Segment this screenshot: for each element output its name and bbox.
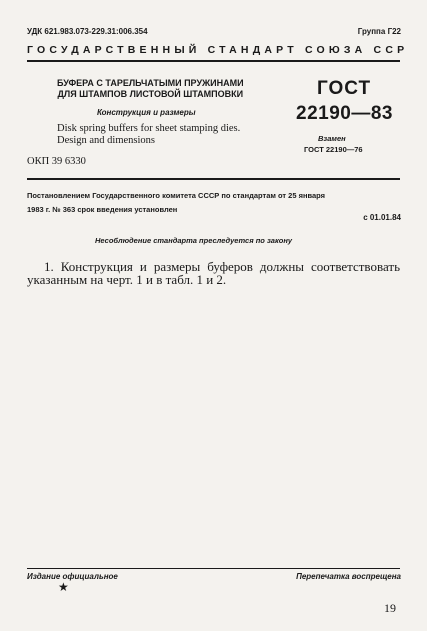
title-en-line1: Disk spring buffers for sheet stamping dies. bbox=[57, 123, 241, 134]
paragraph-1-line2: указанным на черт. 1 и в табл. 1 и 2. bbox=[27, 272, 227, 287]
star-icon: ★ bbox=[58, 580, 69, 594]
title-ru-line2: ДЛЯ ШТАМПОВ ЛИСТОВОЙ ШТАМПОВКИ bbox=[57, 89, 244, 99]
reprint-prohibited-label: Перепечатка воспрещена bbox=[296, 572, 401, 581]
title-ru-line1: БУФЕРА С ТАРЕЛЬЧАТЫМИ ПРУЖИНАМИ bbox=[57, 78, 244, 88]
okp-code: ОКП 39 6330 bbox=[27, 156, 86, 167]
udk-code: УДК 621.983.073-229.31:006.354 bbox=[27, 27, 148, 36]
subtitle-ru: Конструкция и размеры bbox=[97, 108, 196, 117]
gost-number: 22190—83 bbox=[296, 103, 393, 124]
decree-text bbox=[27, 189, 399, 217]
introduction-date: с 01.01.84 bbox=[363, 213, 401, 222]
decree-line2: 1983 г. № 363 срок введения установлен bbox=[27, 205, 178, 214]
top-divider bbox=[27, 60, 400, 62]
bottom-divider bbox=[27, 568, 400, 569]
legal-warning: Несоблюдение стандарта преследуется по закону bbox=[95, 236, 293, 245]
replace-label: Взамен bbox=[318, 134, 346, 143]
decree-line1: Постановлением Государственного комитета СССР по стандартам от 25 января bbox=[27, 191, 326, 200]
paragraph-1-line1: 1. Конструкция и размеры буферов должны соответствовать bbox=[44, 259, 400, 274]
page-number: 19 bbox=[384, 601, 396, 615]
gost-label: ГОСТ bbox=[317, 78, 372, 99]
document-title-ru bbox=[57, 78, 244, 100]
middle-divider bbox=[27, 178, 400, 180]
official-edition-label: Издание официальное bbox=[27, 572, 118, 581]
standard-header: ГОСУДАРСТВЕННЫЙ СТАНДАРТ СОЮЗА ССР bbox=[27, 44, 409, 56]
document-title-en bbox=[57, 123, 240, 147]
replaced-gost: ГОСТ 22190—76 bbox=[304, 145, 363, 154]
title-en-line2: Design and dimensions bbox=[57, 135, 155, 146]
group-code: Группа Г22 bbox=[357, 27, 401, 36]
